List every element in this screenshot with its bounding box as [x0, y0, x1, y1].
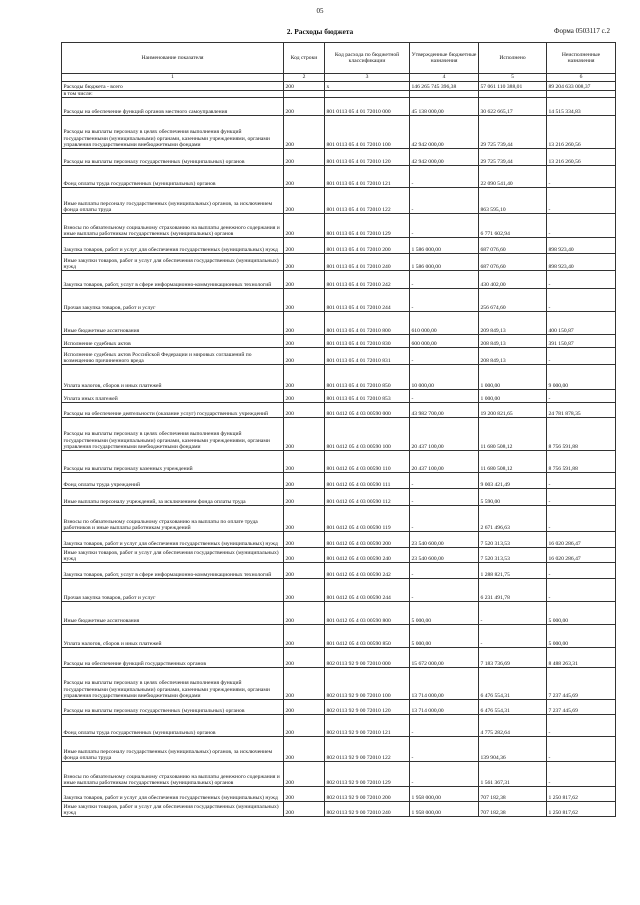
row-budget-code: 802 0113 92 9 00 72010 120 — [325, 700, 410, 715]
row-budget-code: 801 0113 05 4 01 72010 100 — [325, 116, 410, 149]
row-budget-code: 801 0412 05 4 03 00590 800 — [325, 602, 410, 625]
row-executed: 11 680 508,12 — [479, 451, 547, 473]
row-approved: 1 586 000,00 — [410, 238, 479, 254]
row-executed: 5 590,00 — [479, 489, 547, 506]
row-unexecuted: 24 781 878,35 — [547, 403, 616, 418]
row-approved: 1 958 000,00 — [410, 802, 479, 817]
row-executed: 2 671 496,63 — [479, 506, 547, 532]
row-name: Взносы по обязательному социальному страхованию на выплаты по оплате труда работников и иные выплаты работникам учреждений — [62, 506, 284, 532]
row-executed: 4 775 282,64 — [479, 715, 547, 737]
row-budget-code: 801 0113 05 4 01 72010 242 — [325, 271, 410, 289]
row-budget-code: 801 0412 05 4 03 00590 110 — [325, 451, 410, 473]
page-number: 05 — [316, 7, 324, 15]
col-header-unexecuted: Неисполненные назначения — [547, 43, 616, 74]
row-line-code: 200 — [284, 271, 325, 289]
row-line-code: 200 — [284, 506, 325, 532]
row-executed: - — [479, 625, 547, 648]
row-unexecuted: 7 237 445,69 — [547, 668, 616, 700]
row-name: Иные бюджетные ассигнования — [62, 312, 284, 335]
row-line-code: 200 — [284, 214, 325, 238]
row-budget-code: 801 0412 05 4 03 00590 200 — [325, 532, 410, 548]
row-approved: 146 265 745 396,38 — [410, 82, 479, 91]
row-name: Расходы на обеспечение функций государственных органов — [62, 648, 284, 668]
row-line-code: 200 — [284, 489, 325, 506]
row-executed: 30 622 665,17 — [479, 98, 547, 116]
row-executed: 1 561 367,31 — [479, 762, 547, 787]
row-name: Иные выплаты персоналу государственных (муниципальных) органов, за исключением фонда оплаты труда — [62, 188, 284, 214]
row-unexecuted: 13 216 260,56 — [547, 149, 616, 166]
row-approved: 42 942 000,00 — [410, 116, 479, 149]
row-line-code: 200 — [284, 668, 325, 700]
table-row — [62, 238, 616, 254]
row-name: Исполнение судебных актов Российской Федерации и мировых соглашений по возмещению причиненного вреда — [62, 348, 284, 365]
row-approved: - — [410, 289, 479, 312]
row-name: Иные закупки товаров, работ и услуг для обеспечения государственных (муниципальных) нужд — [62, 548, 284, 563]
row-line-code: 200 — [284, 762, 325, 787]
table-row — [62, 548, 616, 563]
col-header-approved: Утвержденные бюджетные назначения — [410, 43, 479, 74]
table-row — [62, 82, 616, 91]
row-unexecuted: - — [547, 271, 616, 289]
form-id: Форма 0503117 с.2 — [553, 27, 610, 35]
row-unexecuted: 8 488 263,31 — [547, 648, 616, 668]
row-executed: 208 849,13 — [479, 348, 547, 365]
row-line-code: 200 — [284, 365, 325, 390]
row-name: Расходы на выплаты персоналу государственных (муниципальных) органов — [62, 700, 284, 715]
row-name: Расходы на обеспечение функций органов местного самоуправления — [62, 98, 284, 116]
table-row — [62, 602, 616, 625]
row-name: Иные закупки товаров, работ и услуг для обеспечения государственных (муниципальных) нужд — [62, 254, 284, 271]
row-unexecuted: - — [547, 473, 616, 489]
row-budget-code: 802 0113 92 9 00 72010 129 — [325, 762, 410, 787]
row-unexecuted: - — [547, 188, 616, 214]
table-row — [62, 737, 616, 762]
row-executed: 1 000,00 — [479, 390, 547, 403]
row-name: Фонд оплаты труда учреждений — [62, 473, 284, 489]
row-executed — [479, 91, 547, 98]
table-row — [62, 312, 616, 335]
row-unexecuted: - — [547, 563, 616, 579]
row-line-code: 200 — [284, 418, 325, 451]
table-row — [62, 149, 616, 166]
row-unexecuted: 5 000,00 — [547, 625, 616, 648]
row-approved: 5 000,00 — [410, 625, 479, 648]
row-approved: - — [410, 166, 479, 188]
row-executed: 687 076,60 — [479, 238, 547, 254]
table-row — [62, 91, 616, 98]
row-unexecuted: - — [547, 489, 616, 506]
row-unexecuted: - — [547, 579, 616, 602]
table-row — [62, 489, 616, 506]
row-executed: 139 904,36 — [479, 737, 547, 762]
table-row — [62, 451, 616, 473]
row-unexecuted: 5 000,00 — [547, 602, 616, 625]
row-executed: 208 849,13 — [479, 335, 547, 348]
row-executed: 6 476 554,31 — [479, 668, 547, 700]
col-number: 2 — [284, 74, 325, 82]
row-name: Взносы по обязательному социальному страхованию на выплаты денежного содержания и иные выплаты работникам государственных (муниципальных) органов — [62, 762, 284, 787]
header-row — [62, 43, 616, 74]
row-name: Взносы по обязательному социальному страхованию на выплаты денежного содержания и иные выплаты работникам государственных (муниципальных) органов — [62, 214, 284, 238]
row-budget-code: 802 0113 92 9 00 72010 121 — [325, 715, 410, 737]
row-line-code: 200 — [284, 802, 325, 817]
row-unexecuted: 16 020 286,47 — [547, 532, 616, 548]
row-line-code — [284, 91, 325, 98]
expenditure-table — [61, 42, 616, 817]
row-approved: - — [410, 188, 479, 214]
row-unexecuted: 400 150,87 — [547, 312, 616, 335]
row-approved: 43 982 700,00 — [410, 403, 479, 418]
row-name: Закупка товаров, работ, услуг в сфере информационно-коммуникационных технологий — [62, 271, 284, 289]
column-number-row — [62, 74, 616, 82]
table-row — [62, 116, 616, 149]
row-approved: 13 714 000,00 — [410, 700, 479, 715]
col-number: 1 — [62, 74, 284, 82]
row-approved: 23 540 600,00 — [410, 532, 479, 548]
row-name: Расходы на выплаты персоналу казенных учреждений — [62, 451, 284, 473]
row-budget-code: 801 0412 05 4 03 00590 112 — [325, 489, 410, 506]
row-approved: 13 714 000,00 — [410, 668, 479, 700]
row-unexecuted: 1 250 817,62 — [547, 787, 616, 802]
row-approved: - — [410, 579, 479, 602]
row-line-code: 200 — [284, 149, 325, 166]
table-row — [62, 335, 616, 348]
row-approved: - — [410, 214, 479, 238]
col-header-executed: Исполнено — [479, 43, 547, 74]
row-executed: 430 402,00 — [479, 271, 547, 289]
row-unexecuted: - — [547, 166, 616, 188]
row-executed: 707 182,38 — [479, 787, 547, 802]
row-unexecuted: 89 204 633 008,37 — [547, 82, 616, 91]
row-line-code: 200 — [284, 700, 325, 715]
row-budget-code: 801 0113 05 4 01 72010 240 — [325, 254, 410, 271]
row-approved: 600 000,00 — [410, 335, 479, 348]
row-name: Расходы на выплаты персоналу в целях обеспечения выполнения функций государственными (муниципальными) органами, казенными учреждениями, органами управления государственными внебюджетными фондами — [62, 418, 284, 451]
row-line-code: 200 — [284, 312, 325, 335]
row-budget-code: 802 0113 92 9 00 72010 000 — [325, 648, 410, 668]
row-approved: 610 000,00 — [410, 312, 479, 335]
row-approved: 20 437 100,00 — [410, 418, 479, 451]
row-line-code: 200 — [284, 82, 325, 91]
row-line-code: 200 — [284, 602, 325, 625]
row-name: Закупка товаров, работ и услуг для обеспечения государственных (муниципальных) нужд — [62, 532, 284, 548]
row-executed: 6 231 491,78 — [479, 579, 547, 602]
row-executed: 57 061 110 388,01 — [479, 82, 547, 91]
row-unexecuted: 1 250 817,62 — [547, 802, 616, 817]
row-executed: 209 849,13 — [479, 312, 547, 335]
table-row — [62, 625, 616, 648]
row-executed: 1 288 821,75 — [479, 563, 547, 579]
row-approved: 42 942 000,00 — [410, 149, 479, 166]
row-executed: 6 476 554,31 — [479, 700, 547, 715]
row-budget-code: 802 0113 92 9 00 72010 122 — [325, 737, 410, 762]
row-approved: - — [410, 489, 479, 506]
row-approved: 20 437 100,00 — [410, 451, 479, 473]
row-name: Фонд оплаты труда государственных (муниципальных) органов — [62, 715, 284, 737]
row-name: Расходы на выплаты персоналу государственных (муниципальных) органов — [62, 149, 284, 166]
row-unexecuted: 7 237 445,69 — [547, 700, 616, 715]
row-approved: 45 138 000,00 — [410, 98, 479, 116]
row-line-code: 200 — [284, 188, 325, 214]
row-executed: 707 182,38 — [479, 802, 547, 817]
row-executed: 863 595,10 — [479, 188, 547, 214]
row-approved: - — [410, 737, 479, 762]
table-row — [62, 700, 616, 715]
row-name: Расходы на выплаты персоналу в целях обеспечения выполнения функций государственными (муниципальными) органами, казенными учреждениями, органами управления государственными внебюджетными фондами — [62, 116, 284, 149]
row-budget-code: 801 0113 05 4 01 72010 244 — [325, 289, 410, 312]
table-row — [62, 271, 616, 289]
row-unexecuted: 9 000,00 — [547, 365, 616, 390]
table-row — [62, 254, 616, 271]
row-unexecuted: - — [547, 289, 616, 312]
row-approved: - — [410, 473, 479, 489]
row-budget-code: 801 0412 05 4 03 00590 100 — [325, 418, 410, 451]
row-approved: - — [410, 762, 479, 787]
row-line-code: 200 — [284, 787, 325, 802]
row-approved: - — [410, 271, 479, 289]
row-line-code: 200 — [284, 563, 325, 579]
table-row — [62, 802, 616, 817]
table-row — [62, 563, 616, 579]
row-unexecuted: - — [547, 506, 616, 532]
row-name: Прочая закупка товаров, работ и услуг — [62, 579, 284, 602]
row-name: Исполнение судебных актов — [62, 335, 284, 348]
row-line-code: 200 — [284, 166, 325, 188]
row-name: в том числе: — [62, 91, 284, 98]
row-name: Закупка товаров, работ и услуг для обеспечения государственных (муниципальных) нужд — [62, 787, 284, 802]
row-approved: 15 672 000,00 — [410, 648, 479, 668]
row-budget-code: 801 0412 05 4 03 00590 240 — [325, 548, 410, 563]
row-unexecuted: 391 150,87 — [547, 335, 616, 348]
row-name: Иные бюджетные ассигнования — [62, 602, 284, 625]
row-line-code: 200 — [284, 648, 325, 668]
table-body — [62, 82, 616, 817]
row-approved: 10 000,00 — [410, 365, 479, 390]
table-row — [62, 98, 616, 116]
row-unexecuted: 14 515 334,83 — [547, 98, 616, 116]
row-approved: - — [410, 506, 479, 532]
table-row — [62, 579, 616, 602]
row-executed: 9 003 421,49 — [479, 473, 547, 489]
row-line-code: 200 — [284, 238, 325, 254]
table-row — [62, 365, 616, 390]
row-executed: 256 674,60 — [479, 289, 547, 312]
row-executed: 29 725 739,44 — [479, 116, 547, 149]
row-budget-code: 801 0113 05 4 01 72010 850 — [325, 365, 410, 390]
row-name: Закупка товаров, работ и услуг для обеспечения государственных (муниципальных) нужд — [62, 238, 284, 254]
row-budget-code: 801 0412 05 4 03 00590 244 — [325, 579, 410, 602]
row-budget-code: 801 0412 05 4 03 00590 000 — [325, 403, 410, 418]
row-budget-code: 802 0113 92 9 00 72010 240 — [325, 802, 410, 817]
table-row — [62, 787, 616, 802]
col-number: 6 — [547, 74, 616, 82]
table-row — [62, 418, 616, 451]
row-approved: - — [410, 348, 479, 365]
row-name: Уплата налогов, сборов и иных платежей — [62, 365, 284, 390]
table-row — [62, 188, 616, 214]
row-budget-code: x — [325, 82, 410, 91]
row-unexecuted: - — [547, 737, 616, 762]
row-unexecuted: - — [547, 715, 616, 737]
table-row — [62, 648, 616, 668]
row-budget-code: 801 0113 05 4 01 72010 200 — [325, 238, 410, 254]
row-line-code: 200 — [284, 289, 325, 312]
section-title: 2. Расходы бюджета — [286, 27, 354, 36]
table-row — [62, 473, 616, 489]
row-name: Расходы бюджета - всего — [62, 82, 284, 91]
row-budget-code: 801 0113 05 4 01 72010 853 — [325, 390, 410, 403]
row-budget-code: 802 0113 92 9 00 72010 200 — [325, 787, 410, 802]
row-approved: - — [410, 715, 479, 737]
table-row — [62, 166, 616, 188]
row-name: Иные выплаты персоналу учреждений, за исключением фонда оплаты труда — [62, 489, 284, 506]
row-executed: - — [479, 602, 547, 625]
row-budget-code: 801 0113 05 4 01 72010 121 — [325, 166, 410, 188]
row-budget-code: 801 0412 05 4 03 00590 850 — [325, 625, 410, 648]
row-unexecuted: 8 756 591,88 — [547, 451, 616, 473]
row-budget-code: 801 0113 05 4 01 72010 129 — [325, 214, 410, 238]
row-name: Прочая закупка товаров, работ и услуг — [62, 289, 284, 312]
row-line-code: 200 — [284, 737, 325, 762]
row-unexecuted: 8 756 591,88 — [547, 418, 616, 451]
row-name: Уплата иных платежей — [62, 390, 284, 403]
col-header-name: Наименование показателя — [62, 43, 284, 74]
row-approved: - — [410, 390, 479, 403]
row-approved: 1 586 000,00 — [410, 254, 479, 271]
row-unexecuted: 16 020 286,47 — [547, 548, 616, 563]
row-line-code: 200 — [284, 532, 325, 548]
row-line-code: 200 — [284, 715, 325, 737]
row-budget-code: 801 0113 05 4 01 72010 120 — [325, 149, 410, 166]
row-line-code: 200 — [284, 548, 325, 563]
row-unexecuted: 898 923,40 — [547, 238, 616, 254]
row-line-code: 200 — [284, 451, 325, 473]
row-budget-code: 801 0412 05 4 03 00590 119 — [325, 506, 410, 532]
row-executed: 29 725 739,44 — [479, 149, 547, 166]
table-row — [62, 390, 616, 403]
row-unexecuted: - — [547, 214, 616, 238]
row-executed: 6 771 602,94 — [479, 214, 547, 238]
row-budget-code — [325, 91, 410, 98]
row-executed: 19 200 821,65 — [479, 403, 547, 418]
row-budget-code: 801 0113 05 4 01 72010 830 — [325, 335, 410, 348]
row-line-code: 200 — [284, 116, 325, 149]
row-approved: - — [410, 563, 479, 579]
row-budget-code: 801 0113 05 4 01 72010 831 — [325, 348, 410, 365]
table-row — [62, 289, 616, 312]
row-name: Закупка товаров, работ, услуг в сфере информационно-коммуникационных технологий — [62, 563, 284, 579]
row-executed: 11 680 508,12 — [479, 418, 547, 451]
row-line-code: 200 — [284, 403, 325, 418]
row-unexecuted — [547, 91, 616, 98]
row-name: Иные выплаты персоналу государственных (муниципальных) органов, за исключением фонда оплаты труда — [62, 737, 284, 762]
row-budget-code: 802 0113 92 9 00 72010 100 — [325, 668, 410, 700]
table-row — [62, 668, 616, 700]
row-name: Иные закупки товаров, работ и услуг для обеспечения государственных (муниципальных) нужд — [62, 802, 284, 817]
table-row — [62, 403, 616, 418]
row-budget-code: 801 0113 05 4 01 72010 800 — [325, 312, 410, 335]
row-name: Уплата налогов, сборов и иных платежей — [62, 625, 284, 648]
row-line-code: 200 — [284, 98, 325, 116]
row-executed: 7 520 313,53 — [479, 532, 547, 548]
row-unexecuted: - — [547, 348, 616, 365]
row-approved — [410, 91, 479, 98]
row-unexecuted: 13 216 260,56 — [547, 116, 616, 149]
table-row — [62, 762, 616, 787]
row-line-code: 200 — [284, 579, 325, 602]
row-line-code: 200 — [284, 473, 325, 489]
row-executed: 7 183 736,69 — [479, 648, 547, 668]
row-line-code: 200 — [284, 348, 325, 365]
table-row — [62, 214, 616, 238]
row-budget-code: 801 0113 05 4 01 72010 122 — [325, 188, 410, 214]
row-approved: 23 540 600,00 — [410, 548, 479, 563]
row-name: Расходы на выплаты персоналу в целях обеспечения выполнения функций государственными (муниципальными) органами, казенными учреждениями, органами управления государственными внебюджетными фондами — [62, 668, 284, 700]
row-line-code: 200 — [284, 390, 325, 403]
table-row — [62, 506, 616, 532]
table-row — [62, 532, 616, 548]
row-unexecuted: - — [547, 762, 616, 787]
row-line-code: 200 — [284, 335, 325, 348]
row-budget-code: 801 0412 05 4 03 00590 111 — [325, 473, 410, 489]
row-line-code: 200 — [284, 625, 325, 648]
row-executed: 1 000,00 — [479, 365, 547, 390]
row-approved: 5 000,00 — [410, 602, 479, 625]
col-number: 3 — [325, 74, 410, 82]
row-line-code: 200 — [284, 254, 325, 271]
row-budget-code: 801 0113 05 4 01 72010 000 — [325, 98, 410, 116]
row-name: Расходы на обеспечение деятельности (оказание услуг) государственных учреждений — [62, 403, 284, 418]
table-row — [62, 715, 616, 737]
col-number: 4 — [410, 74, 479, 82]
col-number: 5 — [479, 74, 547, 82]
row-budget-code: 801 0412 05 4 03 00590 242 — [325, 563, 410, 579]
row-executed: 687 076,60 — [479, 254, 547, 271]
row-unexecuted: 898 923,40 — [547, 254, 616, 271]
row-unexecuted: - — [547, 390, 616, 403]
row-approved: 1 958 000,00 — [410, 787, 479, 802]
row-name: Фонд оплаты труда государственных (муниципальных) органов — [62, 166, 284, 188]
row-executed: 22 090 541,40 — [479, 166, 547, 188]
table-row — [62, 348, 616, 365]
row-executed: 7 520 313,53 — [479, 548, 547, 563]
col-header-line-code: Код строки — [284, 43, 325, 74]
col-header-budget-code: Код расхода по бюджетной классификации — [325, 43, 410, 74]
